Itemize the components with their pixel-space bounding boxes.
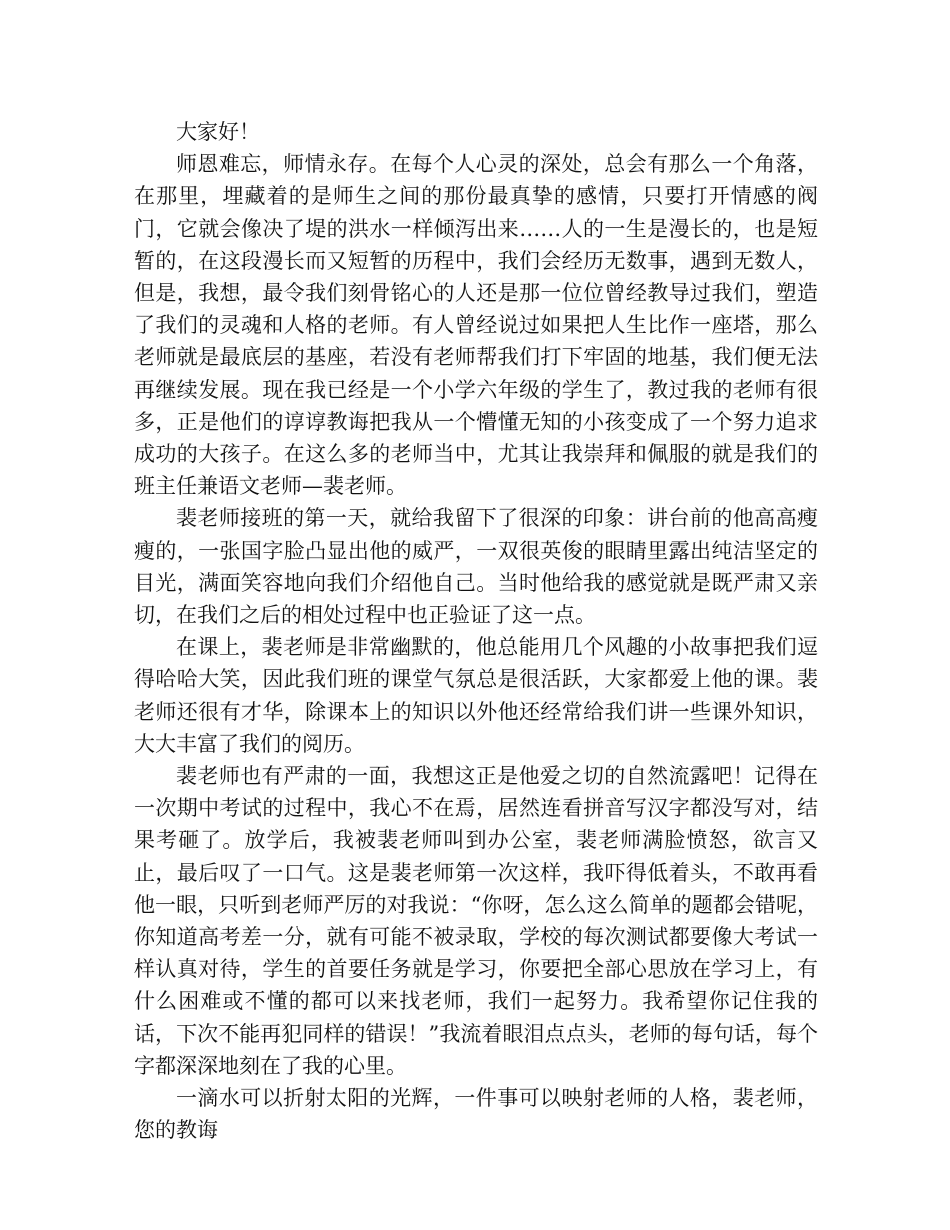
paragraph-4: 裴老师也有严肃的一面，我想这正是他爱之切的自然流露吧！记得在一次期中考试的过程中，我心不在焉，居然连看拼音写汉字都没写对，结果考砸了。放学后，我被裴老师叫到办公室，裴老师满脸愤怒，欲言又止，最后叹了一口气。这是裴老师第一次这样，我吓得低着头，不敢再看他一眼，只听到老师严厉的对我说：“你呀，怎么这么简单的题都会错呢，你知道高考差一分，就有可能不被录取，学校的每次测试都要像大考试一样认真对待，学生的首要任务就是学习，你要把全部心思放在学习上，有什么困难或不懂的都可以来找老师，我们一起努力。我希望你记住我的话，下次不能再犯同样的错误！”我流着眼泪点点头，老师的每句话，每个字都深深地刻在了我的心里。	[134, 764, 818, 1078]
paragraph-3: 在课上，裴老师是非常幽默的，他总能用几个风趣的小故事把我们逗得哈哈大笑，因此我们班的课堂气氛总是很活跃，大家都爱上他的课。裴老师还很有才华，除课本上的知识以外他还经常给我们讲一些课外知识，大大丰富了我们的阅历。	[134, 635, 818, 756]
document-body	[134, 116, 818, 1147]
paragraph-5: 一滴水可以折射太阳的光辉，一件事可以映射老师的人格，裴老师，您的教诲	[134, 1086, 818, 1143]
paragraph-1: 师恩难忘，师情永存。在每个人心灵的深处，总会有那么一个角落，在那里，埋藏着的是师生之间的那份最真挚的感情，只要打开情感的阀门，它就会像决了堤的洪水一样倾泻出来……人的一生是漫长的，也是短暂的，在这段漫长而又短暂的历程中，我们会经历无数事，遇到无数人，但是，我想，最令我们刻骨铭心的人还是那一位位曾经教导过我们，塑造了我们的灵魂和人格的老师。有人曾经说过如果把人生比作一座塔，那么老师就是最底层的基座，若没有老师帮我们打下牢固的地基，我们便无法再继续发展。现在我已经是一个小学六年级的学生了，教过我的老师有很多，正是他们的谆谆教诲把我从一个懵懂无知的小孩变成了一个努力追求成功的大孩子。在这么多的老师当中，尤其让我崇拜和佩服的就是我们的班主任兼语文老师—裴老师。	[134, 152, 818, 499]
paragraph-2: 裴老师接班的第一天，就给我留下了很深的印象：讲台前的他高高瘦瘦的，一张国字脸凸显出他的威严，一双很英俊的眼睛里露出纯洁坚定的目光，满面笑容地向我们介绍他自己。当时他给我的感觉就是既严肃又亲切，在我们之后的相处过程中也正验证了这一点。	[134, 506, 818, 628]
greeting-line: 大家好！	[176, 120, 260, 144]
